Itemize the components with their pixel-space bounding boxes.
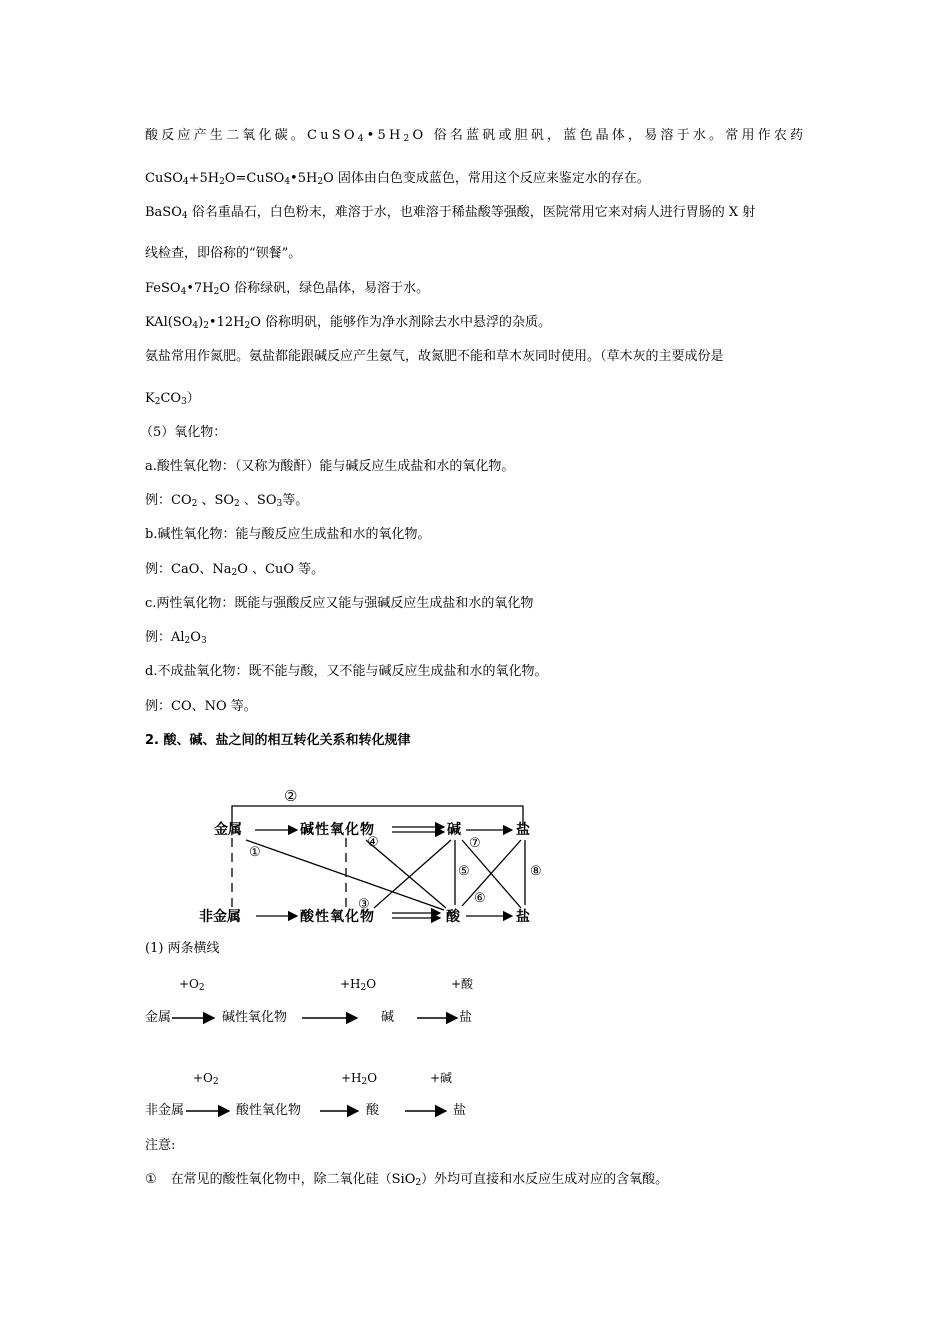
text: •5H <box>366 128 404 143</box>
text: O 、CuO 等。 <box>237 562 325 577</box>
node-salt-bottom: 盐 <box>516 909 530 925</box>
subscript: 2 <box>198 983 205 993</box>
row2-acidic-oxide: 酸性氧化物 <box>236 1103 302 1118</box>
subscript: 2 <box>415 1178 422 1188</box>
row1-metal: 金属 <box>145 1010 172 1025</box>
text: O <box>367 1071 378 1085</box>
node-basic-oxide: 碱性氧化物 <box>300 822 375 838</box>
text: •7H <box>186 281 214 296</box>
row1-base: 碱 <box>381 1010 395 1025</box>
subscript: 2 <box>244 321 251 331</box>
text: 等。 <box>282 493 309 508</box>
subscript: 2 <box>361 1077 368 1087</box>
text: 俗名重晶石，白色粉末，难溶于水，也难溶于稀盐酸等强酸，医院常用它来对病人进行胃肠的 X 射 <box>187 205 756 220</box>
text: +H <box>340 977 361 991</box>
text: +O <box>179 977 199 991</box>
subscript: 4 <box>284 177 291 187</box>
text: +H <box>341 1071 362 1085</box>
subscript: 2 <box>231 568 238 578</box>
label-3: ③ <box>358 897 370 912</box>
text: O=CuSO <box>224 171 285 186</box>
text: ）外均可直接和水反应生成对应的含氧酸。 <box>421 1172 669 1187</box>
label-2: ② <box>284 787 298 805</box>
node-metal: 金属 <box>214 822 242 838</box>
text: 、SO <box>239 493 277 508</box>
subscript: 2 <box>317 177 324 187</box>
subscript: 2 <box>403 134 413 144</box>
text: +O <box>193 1071 213 1085</box>
node-nonmetal: 非金属 <box>199 909 241 925</box>
cond-acid: +酸 <box>451 977 474 991</box>
label-1: ① <box>249 845 261 860</box>
row1-salt: 盐 <box>459 1010 473 1025</box>
cond-base: +碱 <box>430 1071 453 1085</box>
text: +5H <box>188 171 220 186</box>
subscript: 2 <box>213 287 220 297</box>
note-item <box>145 1172 668 1188</box>
label-7: ⑦ <box>469 836 481 851</box>
label-8: ⑧ <box>530 864 542 879</box>
paragraph-ammonium: 氨盐常用作氮肥。氨盐都能跟碱反应产生氨气，故氮肥不能和草木灰同时使用。（草木灰的主要成份是 <box>145 349 724 364</box>
text: 、SO <box>197 493 235 508</box>
text: 例：Al <box>145 630 185 645</box>
text: ） <box>186 391 200 406</box>
subscript: 2 <box>203 321 209 331</box>
text: KAl(SO <box>145 315 193 330</box>
subscript: 2 <box>234 499 240 509</box>
node-salt-top: 盐 <box>516 822 530 838</box>
node-base: 碱 <box>447 822 461 838</box>
row2-nonmetal: 非金属 <box>145 1103 185 1118</box>
row1-basic-oxide: 碱性氧化物 <box>222 1010 288 1025</box>
section-heading: 2. 酸、碱、盐之间的相互转化关系和转化规律 <box>145 733 411 748</box>
subscript: 4 <box>357 134 367 144</box>
text: O 俗称明矾，能够作为净水剂除去水中悬浮的杂质。 <box>250 315 551 330</box>
text: 酸反应产生二氧化碳。CuSO <box>145 128 358 143</box>
text: 在常见的酸性氧化物中，除二氧化硅（SiO <box>170 1172 416 1187</box>
text: O 固体由白色变成蓝色，常用这个反应来鉴定水的存在。 <box>323 171 650 186</box>
text: O 俗名蓝矾或胆矾，蓝色晶体，易溶于水。常用作农药 <box>412 128 807 143</box>
text: O <box>190 630 201 645</box>
subscript: 3 <box>181 397 187 407</box>
subscript: 2 <box>154 397 161 407</box>
text: 例：CaO、Na <box>145 562 232 577</box>
text: CO <box>160 391 182 406</box>
label-5: ⑤ <box>458 864 470 879</box>
subscript: 2 <box>219 177 225 187</box>
text: CuSO <box>145 171 183 186</box>
text: 例：CO <box>145 493 192 508</box>
paragraph-baso4-cont: 线检查，即俗称的“钡餐”。 <box>145 246 302 261</box>
node-acid: 酸 <box>446 909 460 925</box>
note-label: 注意: <box>145 1138 176 1153</box>
paragraph-amphoteric-oxide: c.两性氧化物：既能与强酸反应又能与强碱反应生成盐和水的氧化物 <box>145 596 534 611</box>
subscript: 4 <box>182 177 189 187</box>
node-acidic-oxide: 酸性氧化物 <box>300 909 375 925</box>
text: •5H <box>290 171 318 186</box>
text: •12H <box>208 315 245 330</box>
subscript: 2 <box>212 1077 219 1087</box>
text: FeSO <box>145 281 181 296</box>
text: ) <box>198 315 204 330</box>
subscript: 4 <box>181 211 188 221</box>
text: K <box>145 391 155 406</box>
text: BaSO <box>145 205 182 220</box>
subscript: 3 <box>276 499 283 509</box>
row2-acid: 酸 <box>366 1103 380 1118</box>
paragraph-neutral-oxide: d.不成盐氧化物：既不能与酸，又不能与碱反应生成盐和水的氧化物。 <box>145 664 548 679</box>
subscript: 2 <box>191 499 198 509</box>
label-6: ⑥ <box>474 891 486 906</box>
subscript: 3 <box>200 636 207 646</box>
paragraph-basic-oxide: b.碱性氧化物：能与酸反应生成盐和水的氧化物。 <box>145 527 431 542</box>
subscript: 4 <box>192 321 199 331</box>
section-two-lines-title: (1) 两条横线 <box>145 941 220 956</box>
subscript: 2 <box>360 983 367 993</box>
note-number: ① <box>145 1172 157 1187</box>
subscript: 4 <box>180 287 187 297</box>
row2-salt: 盐 <box>453 1103 467 1118</box>
section-oxides-title: （5）氧化物： <box>140 425 227 440</box>
text: O 俗称绿矾，绿色晶体，易溶于水。 <box>219 281 430 296</box>
paragraph-acidic-oxide: a.酸性氧化物：（又称为酸酐）能与碱反应生成盐和水的氧化物。 <box>145 459 515 474</box>
subscript: 2 <box>184 636 191 646</box>
paragraph-neutral-example: 例：CO、NO 等。 <box>145 699 257 714</box>
label-4: ④ <box>367 835 379 850</box>
text: O <box>366 977 377 991</box>
